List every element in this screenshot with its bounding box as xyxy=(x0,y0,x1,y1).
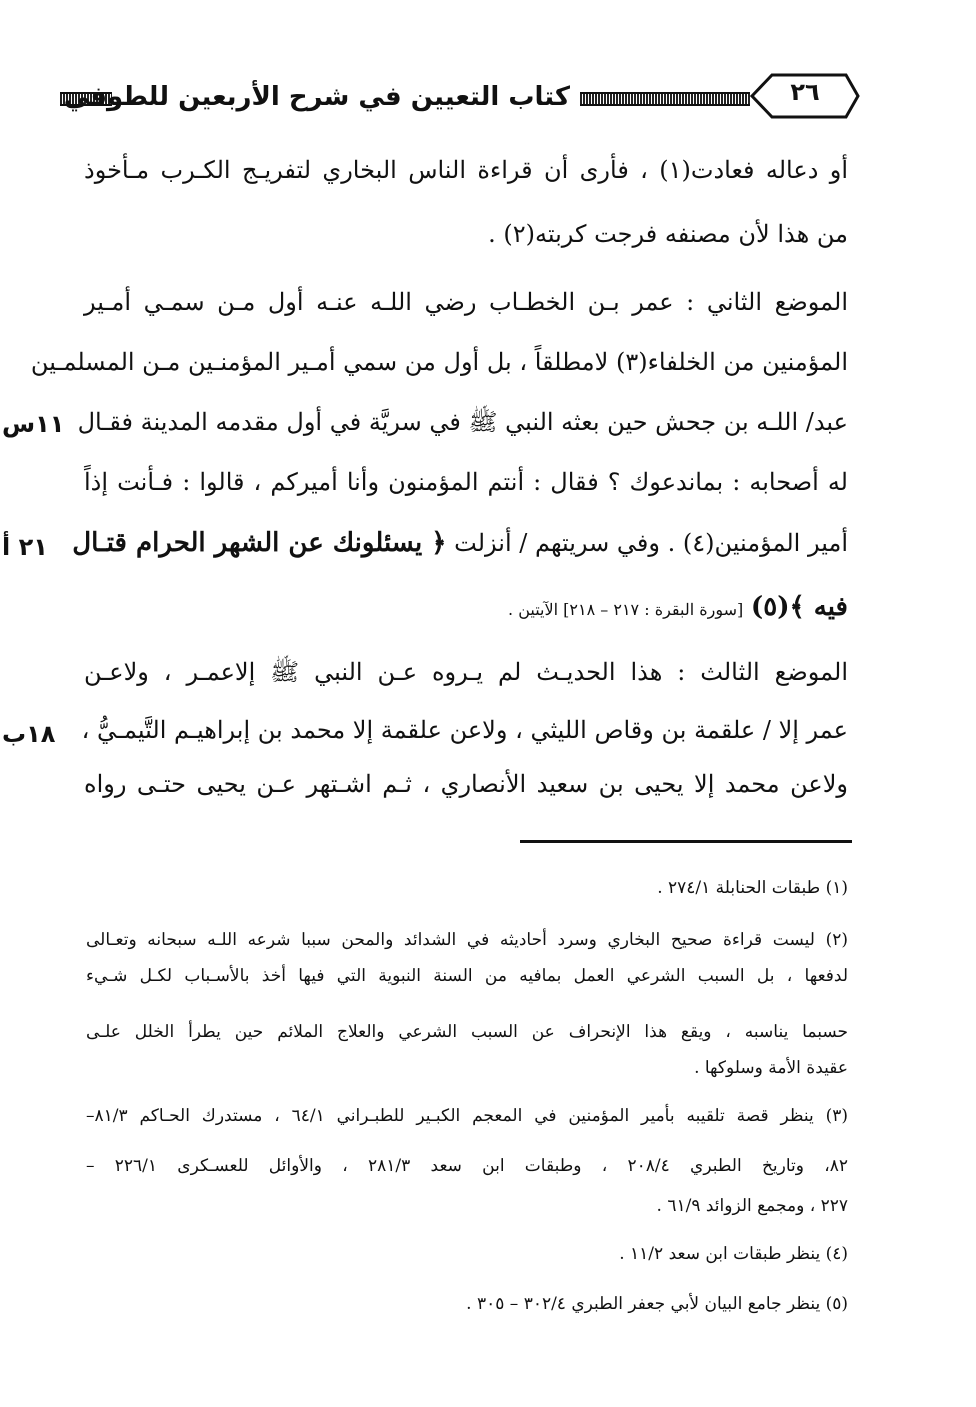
body-line: أو دعاله فعادت(١) ، فأرى أن قراءة الناس البخاري لتفريـج الكـرب مـأخوذ xyxy=(84,156,848,184)
footnote-line: حسبما يناسبه ، ويقع هذا الإنحراف عن السبب الشرعي والعلاج الملائم حين يطرأ الخلل علـى xyxy=(86,1022,848,1042)
footnote-line: (٥) ينظر جامع البيان لأبي جعفر الطبري ٣٠٢/٤ – ٣٠٥ . xyxy=(466,1294,848,1314)
footnote-line: ٢٢٧ ، ومجمع الزوائد ٦١/٩ . xyxy=(656,1196,848,1216)
page-number-frame xyxy=(750,72,860,120)
footnote-line: عقيدة الأمة وسلوكها . xyxy=(694,1058,848,1078)
footnote-line: (٢) ليست قراءة صحيح البخاري وسرد أحاديثه في الشدائد والمحن سببا شرعه اللـه سبحانه وتعـالى xyxy=(86,930,848,950)
body-line: ولاعن محمد إلا يحيى بن سعيد الأنصاري ، ثـم اشـتهر عـن يحيى حتـى رواه xyxy=(84,770,848,798)
page-header xyxy=(60,70,860,126)
manuscript-folio-note: ٢١ أ xyxy=(2,533,48,561)
body-line: المؤمنين من الخلفاء(٣) لامطلقاً ، بل أول من سمي أمـير المؤمنـين مـن المسلمـين xyxy=(30,348,848,376)
manuscript-folio-note: ١٨ب xyxy=(2,720,56,748)
body-line: عبد/ اللـه بن جحش حين بعثه النبي ﷺ في سريَّة في أول مقدمه المدينة فقـال xyxy=(77,408,848,436)
footnote-line: ٨٢، وتاريخ الطبري ٢٠٨/٤ ، وطبقات ابن سعد ٢٨١/٣ ، والأوائل للعسـكرى ٢٢٦/١ – xyxy=(86,1156,848,1176)
footnote-line: (٤) ينظر طبقات ابن سعد ١١/٢ . xyxy=(619,1244,848,1264)
body-line-quran xyxy=(72,528,848,558)
body-text: أمير المؤمنين(٤) . وفي سريتهم / أنزلت xyxy=(454,529,848,557)
body-line: عمر إلا / علقمة بن وقاص الليثي ، ولاعن علقمة إلا محمد بن إبراهيـم التَّيمـيُّ ، xyxy=(81,716,848,744)
body-line: الموضع الثاني : عمر بـن الخطـاب رضي اللـه عنـه أول مـن سمـي أمـير xyxy=(84,288,848,316)
body-line: له أصحابه : بماندعوك ؟ فقال : أنتم المؤمنون وأنا أميركم ، قالوا : فـأنت إذاً xyxy=(84,468,848,496)
surah-line xyxy=(84,594,848,620)
surah-reference: [سورة البقرة : ٢١٧ – ٢١٨] الآيتين . xyxy=(508,600,744,619)
footnote-line: (١) طبقات الحنابلة ٢٧٤/١ . xyxy=(657,878,848,898)
footnote-separator xyxy=(520,840,852,843)
header-ornament-right xyxy=(580,92,750,106)
footnote-line: لدفعها ، بل السبب الشرعي العمل بمافيه من السنة النبوية التي فيها أخذ بالأسـباب لكـل شـيء xyxy=(86,966,848,986)
manuscript-folio-note: ١١س xyxy=(2,410,65,438)
body-line: الموضع الثالث : هذا الحديـث لم يـروه عـن النبي ﷺ إلاعمـر ، ولاعـن xyxy=(84,658,848,686)
page-number: ٢٦ xyxy=(790,78,820,106)
running-title: كتاب التعيين في شرح الأربعين للطوفي xyxy=(63,82,570,112)
body-line: من هذا لأن مصنفه فرجت كربته(٢) . xyxy=(488,220,848,248)
footnote-line: (٣) ينظر قصة تلقيبه بأمير المؤمنين في المعجم الكبـير للطبـراني ٦٤/١ ، مستدرك الحـاكم ٨١/٣– xyxy=(86,1106,848,1126)
quran-quote-end: فيه ﴾(٥) xyxy=(750,592,848,622)
quran-quote: ﴿ يسئلونك عن الشهر الحرام قتـال xyxy=(72,528,447,558)
